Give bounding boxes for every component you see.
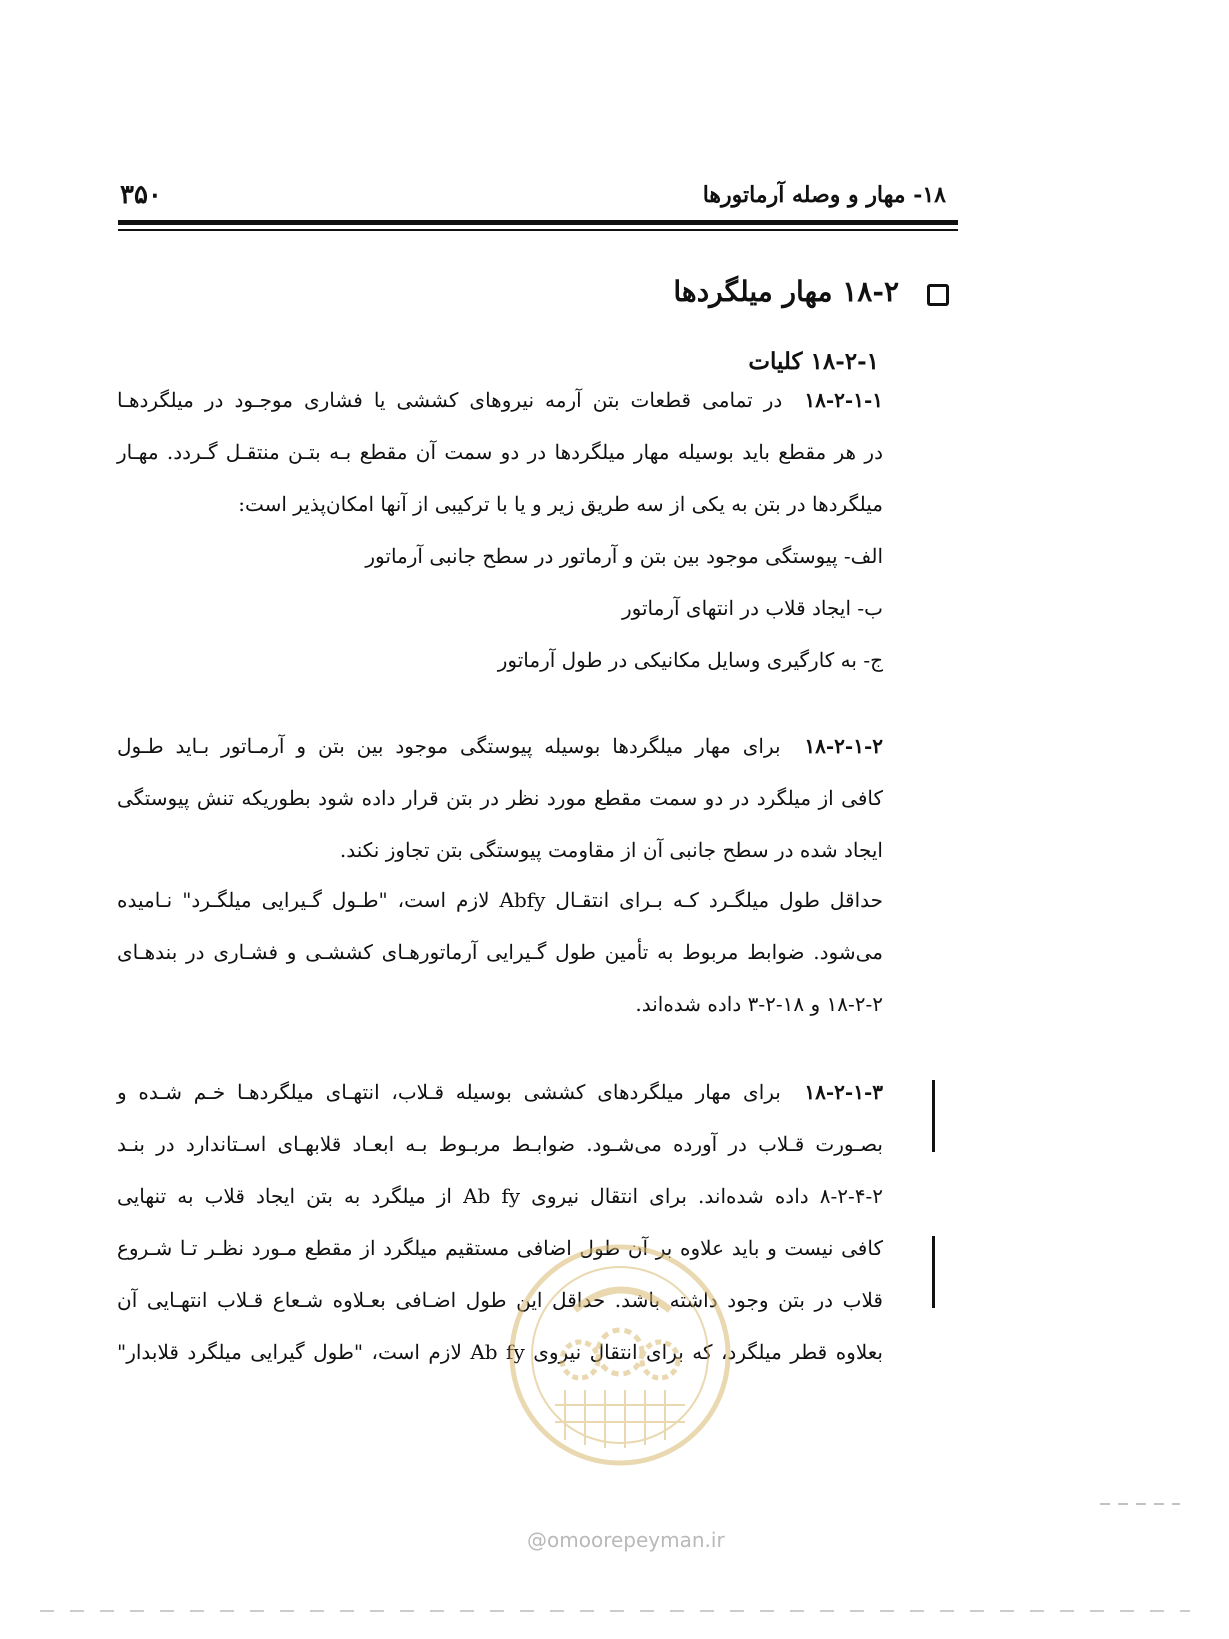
page-number: ۳۵۰ (120, 180, 162, 210)
scan-artifact-line (40, 1610, 1190, 1612)
paragraph-1-number: ۱۸-۲-۱-۱ (804, 388, 883, 412)
header-rule-thin (118, 229, 958, 231)
scan-artifact-mark (1100, 1503, 1180, 1505)
subsection-title: ۱۸-۲-۱ کلیات (748, 348, 879, 375)
paragraph-3-line-5: قلاب در بتن وجود داشته باشد. حداقل این طول اضـافی بعـلاوه شـعاع قـلاب انتهـایی آن (117, 1288, 883, 1312)
paragraph-2-line-2: کافی از میلگرد در دو سمت مقطع مورد نظر در بتن قرار داده شود بطوریکه تنش پیوستگی (117, 786, 883, 810)
paragraph-1-line-1: ۱۸-۲-۱-۱ در تمامی قطعات بتن آرمه نیروهای کششی یا فشاری موجـود در میلگردهـا (117, 388, 883, 412)
paragraph-2-number: ۱۸-۲-۱-۲ (804, 734, 883, 758)
watermark-seal-logo (505, 1240, 735, 1470)
paragraph-3-line-1: ۱۸-۲-۱-۳ برای مهار میلگردهای کششی بوسیله قـلاب، انتهـای میلگردهـا خـم شـده و (117, 1080, 883, 1104)
paragraph-3-line-3: ۸-۲-۴-۲ داده شده‌اند. برای انتقال نیروی Ab fy از میلگرد به بتن ایجاد قلاب به تنهایی (117, 1184, 883, 1208)
paragraph-3-line-6: بعلاوه قطر میلگرد، که برای انتقال نیروی Ab fy لازم است، "طول گیرایی میلگرد قلابدار" (117, 1340, 883, 1364)
margin-change-bar-2 (932, 1236, 935, 1308)
list-item-alef: الف- پیوستگی موجود بین بتن و آرماتور در سطح جانبی آرماتور (365, 544, 883, 568)
list-item-jim: ج- به کارگیری وسایل مکانیکی در طول آرماتور (497, 648, 883, 672)
paragraph-2-line-1: ۱۸-۲-۱-۲ برای مهار میلگردها بوسیله پیوستگی موجود بین بتن و آرمـاتور بـاید طـول (117, 734, 883, 758)
watermark-url: @omoorepeyman.ir (527, 1528, 725, 1552)
paragraph-2-line-6: ۱۸-۲-۲ و ۱۸-۲-۳ داده شده‌اند. (635, 992, 883, 1016)
section-title: ۱۸-۲ مهار میلگردها (673, 275, 899, 308)
margin-change-bar-1 (932, 1080, 935, 1152)
paragraph-2-line-3: ایجاد شده در سطح جانبی آن از مقاومت پیوستگی بتن تجاوز نکند. (339, 838, 883, 862)
paragraph-1-line-2: در هر مقطع باید بوسیله مهار میلگردها در دو سمت آن مقطع بـه بتـن منتقـل گـردد. مهـار (117, 440, 883, 464)
paragraph-2-line-4: حداقل طول میلگـرد کـه بـرای انتقـال Abfy لازم است، "طـول گـیرایی میلگـرد" نـامیده (117, 888, 883, 912)
running-header: ۱۸- مهار و وصله آرماتورها (702, 182, 946, 208)
paragraph-1-line-3: میلگردها در بتن به یکی از سه طریق زیر و یا با ترکیبی از آنها امکان‌پذیر است: (238, 492, 883, 516)
paragraph-3-number: ۱۸-۲-۱-۳ (804, 1080, 883, 1104)
header-rule-thick (118, 220, 958, 225)
paragraph-2-line-5: می‌شود. ضوابط مربوط به تأمین طول گـیرایی آرماتورهـای کششـی و فشـاری در بندهـای (117, 940, 883, 964)
paragraph-3-line-2: بصـورت قـلاب در آورده می‌شـود. ضوابـط مربـوط بـه ابعـاد قلابهـای اسـتاندارد در بنـد (117, 1132, 883, 1156)
section-checkbox-icon (927, 284, 949, 306)
list-item-be: ب- ایجاد قلاب در انتهای آرماتور (622, 596, 883, 620)
paragraph-3-line-4: کافی نیست و باید علاوه بر آن طول اضافی مستقیم میلگرد از مقطع مـورد نظـر تـا شـروع (117, 1236, 883, 1260)
